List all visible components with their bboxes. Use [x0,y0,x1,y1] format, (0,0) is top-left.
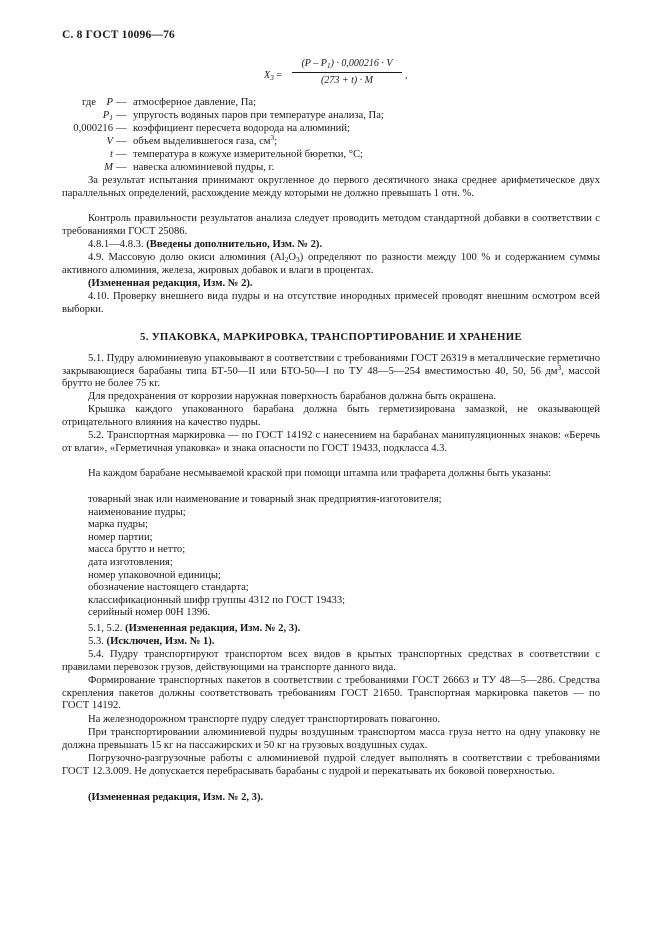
list-item: товарный знак или наименование и товарный знак предприятия-изготовителя; [88,494,442,505]
legend-symbol-subscript: 1 [109,113,113,122]
formula-denominator: (273 + t) · M [320,74,374,86]
page-header: С. 8 ГОСТ 10096—76 [62,29,175,41]
amendment-note: (Измененная редакция, Изм. № 2). [88,278,253,289]
legend-text-end: ; [274,136,278,147]
subscript: 3 [296,255,300,264]
paragraph-lid: Крышка каждого упакованного барабана должна быть герметизирована замазкой, не оказывающей отрицательного влияния на качество пудры. [62,404,600,428]
paragraph-packets: Формирование транспортных пакетов в соответствии с требованиями ГОСТ 26663 и ТУ 48—5—286. Средства скрепления пакетов должны соответствовать требованиям ГОСТ 21650. Транспортная маркировка пакетов — по ГОСТ 14192. [62,675,600,712]
legend-text: температура в кожухе измерительной бюретки, °С; [133,149,363,160]
legend-symbol: V [106,136,113,147]
list-item: номер упаковочной единицы; [88,569,221,581]
paragraph-4-9-part-b: O [288,252,297,263]
legend-dash: — [116,136,127,147]
formula-comma: , [405,70,408,81]
superscript: 3 [557,362,562,372]
legend-text: коэффициент пересчета водорода на алюминий; [133,123,350,134]
clause-number: 5.1, 5.2. [88,623,123,634]
legend-dash: — [116,123,127,134]
legend-text: навеска алюминиевой пудры, г. [133,162,275,173]
section-title: 5. УПАКОВКА, МАРКИРОВКА, ТРАНСПОРТИРОВАНИЕ И ХРАНЕНИЕ [140,331,522,343]
subscript: 2 [284,255,289,264]
legend-text [133,133,278,149]
legend-text: атмосферное давление, Па; [133,97,257,108]
marking-list [88,494,588,620]
list-item: наименование пудры; [88,506,186,518]
amendment-note: (Исключен, Изм. № 1). [106,636,215,647]
legend-text-main: объем выделившегося газа, см [133,136,271,147]
paragraph-result: За результат испытания принимают округленное до первого десятичного знака среднее арифметическое двух параллельных определений, расхождение между которыми не должно превышать 1 отн. %. [62,175,600,199]
paragraph-rail: На железнодорожном транспорте пудру следует транспортировать повагонно. [88,714,441,725]
amendment-note: (Введены дополнительно, Изм. № 2). [146,239,323,250]
amendment-final [62,792,600,805]
paragraph-each-drum: На каждом барабане несмываемой краской при помощи штампа или трафарета должны быть указаны: [88,468,552,479]
legend-symbol: t [110,149,113,160]
formula-equals: = [273,70,282,81]
amendment-note: (Измененная редакция, Изм. № 2, 3). [88,792,264,803]
legend-lead-word: где [82,97,96,108]
formula-lhs-subscript: 3 [270,73,274,82]
paragraph-loading: Погрузочно-разгрузочные работы с алюминиевой пудрой следует выполнять в соответствии с требованиями ГОСТ 12.3.009. Не допускается перебрасывать барабаны с пудрой и перекатывать их боковой поверхностью. [62,753,600,777]
formula-fraction [291,58,403,87]
formula-lhs-symbol: X [264,70,271,81]
list-item: серийный номер 00Н 1396. [88,607,211,619]
paragraph-4-9 [62,252,600,277]
legend-dash: — [116,110,127,121]
legend-dash: — [116,162,127,173]
legend-text: упругость водяных паров при температуре анализа, Па; [133,110,384,121]
clause-5-3 [62,636,600,649]
paragraph-4-8-1 [62,239,600,252]
list-item: номер партии; [88,531,153,543]
list-item: классификационный шифр группы 4312 по ГОСТ 19433; [88,594,346,606]
formula-numerator-b: ) · 0,000216 · V [330,58,393,69]
legend-symbol-main: P [102,110,110,121]
list-item: обозначение настоящего стандарта; [88,582,249,594]
legend-symbol [80,110,113,123]
legend-text-superscript: 3 [270,133,275,142]
paragraph-air: При транспортировании алюминиевой пудры воздушным транспортом масса груза нетто на одну упаковку не должна превышать 15 кг на пассажирских и 50 кг на грузовых воздушных судах. [62,727,600,751]
legend-dash: — [116,149,127,160]
paragraph-5-1-end: , массой брутто не более 75 кг. [62,365,600,390]
legend-symbol: 0,000216 [73,123,113,134]
legend-symbol: M [104,162,113,173]
paragraph-control: Контроль правильности результатов анализа следует проводить методом стандартной добавки в соответствии с требованиями ГОСТ 25086. [62,213,600,237]
amendment-4-9 [62,278,600,291]
list-item: дата изготовления; [88,556,173,568]
paragraph-corrosion: Для предохранения от коррозии наружная поверхность барабанов должна быть окрашена. [88,391,496,402]
legend-dash: — [116,97,127,108]
amendment-5-1-5-2 [62,623,600,636]
formula-numerator-subscript: 1 [326,61,331,70]
legend-symbol: P [106,97,113,108]
clause-number: 5.3. [88,636,104,647]
paragraph-5-1-main: 5.1. Пудру алюминиевую упаковывают в соответствии с требованиями ГОСТ 26319 в металлические герметично закрывающиеся барабаны типа БТ-50—II или БТО-50—I по ТУ 48—5—254 вместимостью 40, 50, 56 дм [62,353,600,377]
paragraph-5-1 [62,353,600,391]
amendment-note: (Измененная редакция, Изм. № 2, 3). [125,623,301,634]
list-item: масса брутто и нетто; [88,544,186,556]
paragraph-5-4: 5.4. Пудру транспортируют транспортом всех видов в крытых транспортных средствах в соответствии с правилами перевозок грузов, действующими на транспорте данного вида. [62,649,600,673]
paragraph-5-2: 5.2. Транспортная маркировка — по ГОСТ 14192 с нанесением на барабанах манипуляционных знаков: «Беречь от влаги», «Герметичная упаковка» и знака опасности по ГОСТ 19433, подкласса 4.3. [62,430,600,454]
paragraph-4-10: 4.10. Проверку внешнего вида пудры и на отсутствие инородных примесей проводят внешним осмотром всей выборки. [62,291,600,315]
clause-number: 4.8.1—4.8.3. [88,239,144,250]
formula-x3 [264,58,424,94]
formula-lhs [264,70,282,83]
formula-numerator-a: (P – P [301,58,327,69]
paragraph-4-9-part-a: 4.9. Массовую долю окиси алюминия (Al [88,252,285,263]
formula-numerator [291,58,403,72]
list-item: марка пудры; [88,519,149,531]
paragraph-4-9-part-c: ) определяют по разности между 100 % и содержанием суммы активного алюминия, железа, жировых добавок и влаги в процентах. [62,252,600,276]
